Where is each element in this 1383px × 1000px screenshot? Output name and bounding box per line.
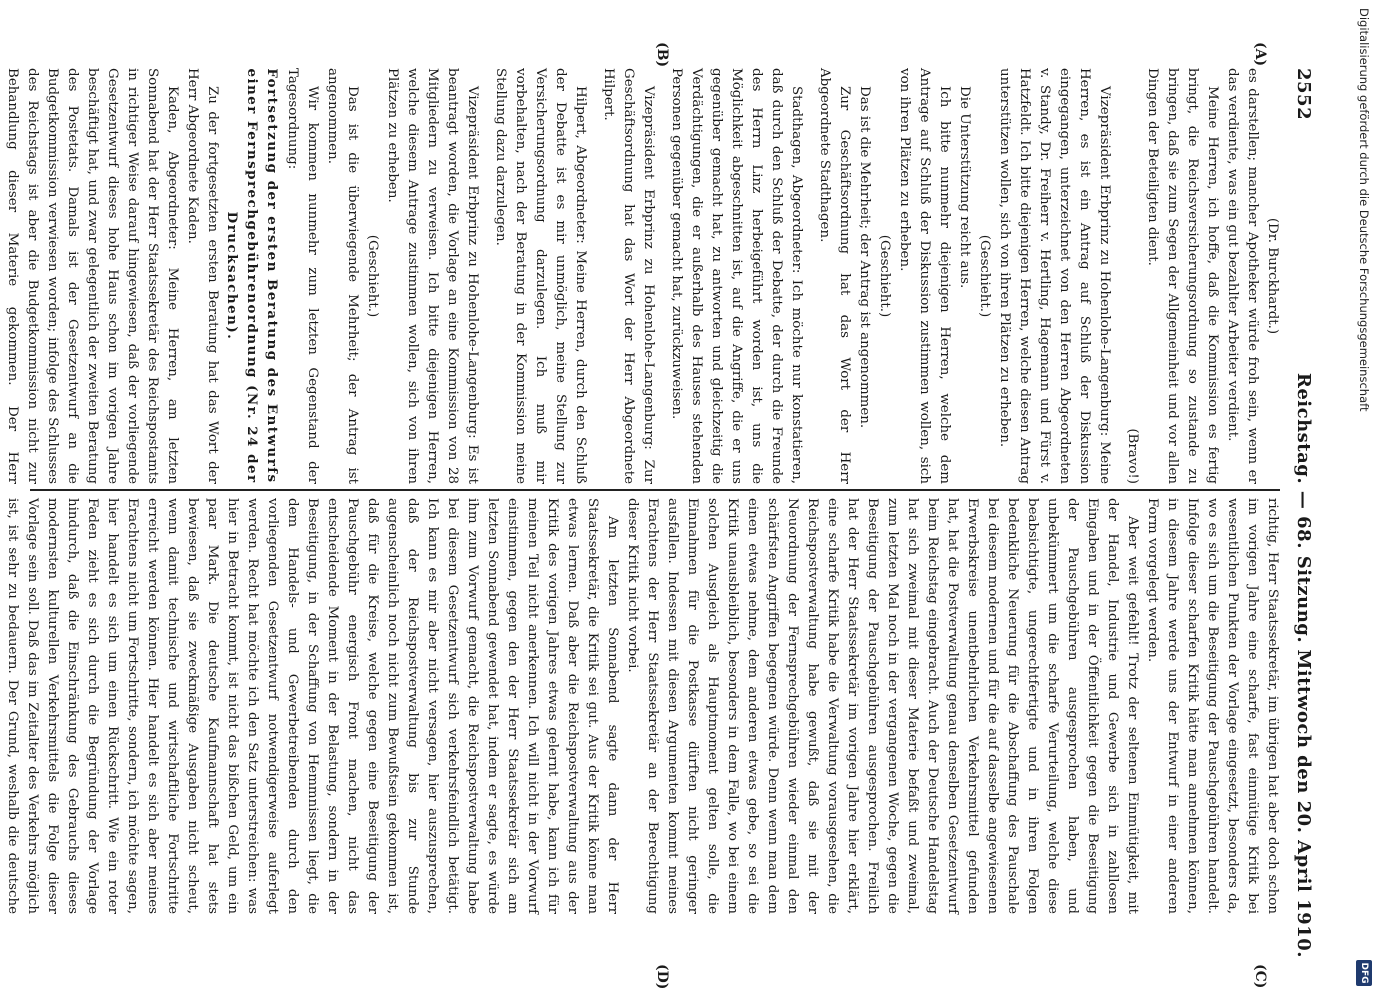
interjection: (Geschieht.): [365, 234, 380, 318]
page-number: 2552: [1293, 68, 1314, 121]
paragraph: Stadthagen, Abgeordneter: Ich möchte nur konstatieren, daß durch den Schluß der Debatte, der durch die Freunde des Herrn Linz herbeigeführt worden ist, uns die Möglichkeit abgeschnitten ist, auf die Angriffe, die er uns gegenüber gemacht hat, zu antworten und gleichzeitig die Verdächtigungen, die er außerhalb des Hauses stehenden Personen gegenüber gemacht hat, zurückzuweisen.: [669, 68, 804, 484]
interjection: (Geschieht.): [877, 234, 892, 318]
running-header: [1280, 58, 1320, 958]
paragraph: Am letzten Sonnabend sagte dann der Herr Staatssekretär, die Kritik sei gut. Aus der Kritik könne man etwas lernen. Daß aber die Reichspostverwaltung aus der Kritik des vorigen Jahres etwas gelernt habe, kann ich für meinen Teil nicht anerkennen. Ich will nicht in der Vorwurf einstimmen, gegen den der Herr Staatssekretär sich am letzten Sonnabend gewendet hat, indem er sagte, es würde ihm zum Vorwurf gemacht, die Reichspostverwaltung habe bei diesem Gesetzentwurf sich verkehrsfeindlich betätigt. Ich kann es mir aber nicht versagen, hier auszusprechen, daß der Reichspostverwaltung bis zur Stunde augenscheinlich noch nicht zum Bewußtsein gekommen ist, daß für die Kreise, welche gegen eine Beseitigung der Pauschgebühr energisch Front machen, nicht das entscheidende Moment in der Belastung, sondern in der Beseitigung, in der Schaffung von Hemmnissen liegt, die dem Handels- und Gewerbetreibenden durch den vorliegenden Gesetzentwurf notwendigerweise auferlegt werden. Recht hat möchte ich den Satz unterstreichen: was hier in Betracht kommt, ist nicht das bißchen Geld, um ein paar Mark. Die deutsche Kaufmannschaft hat stets bewiesen, daß sie zweckmäßige Ausgaben nicht scheut, wenn damit technische und wirtschaftliche Fortschritte erreicht werden können. Hier handelt es sich aber meines Erachtens nicht um Fortschritte, sondern, ich möchte sagen, hier handelt es sich um einen Rückschritt. Wie ein roter Faden zieht es sich durch die Begründung der Vorlage hindurch, daß die Einschränkung des Gebrauchs dieses modernsten kulturellen Verkehrsmittels die Folge dieser Vorlage sein soll. Daß das im Zeitalter des Verkehrs möglich ist, ist sehr zu bedauern. Der Grund, weshalb die deutsche: [5, 498, 620, 914]
dfg-logo: DFG: [1356, 960, 1372, 986]
left-column: [5, 68, 1282, 484]
paragraph: Wir kommen nunmehr zum letzten Gegenstand der Tagesordnung:: [285, 68, 320, 484]
paragraph: Vizepräsident Erbprinz zu Hohenlohe-Langenburg: Zur Geschäftsordnung hat das Wort der Herr Abgeordnete Hilpert.: [601, 68, 656, 484]
paragraph: Zu der fortgesetzten ersten Beratung hat das Wort der Herr Abgeordnete Kaden.: [185, 68, 220, 484]
interjection: (Bravo!): [1125, 428, 1140, 484]
paragraph: Meine Herren, ich hoffe, daß die Kommission es fertig bringt, die Reichsversicherungsordnung so zustande zu bringen, daß sie zum Segen der Allgemeinheit und vor allen Dingen der Beteiligten dient.: [1145, 68, 1220, 484]
paragraph: Zur Geschäftsordnung hat das Wort der Herr Abgeordnete Stadthagen.: [817, 68, 852, 484]
margin-letter-a: (A): [1252, 42, 1268, 67]
paragraph: Das ist die überwiegende Mehrheit; der Antrag ist angenommen.: [325, 68, 360, 484]
paragraph: Die Unterstützung reicht aus.: [957, 86, 972, 289]
margin-letter-c: (C): [1252, 964, 1268, 989]
speaker-reference: (Dr. Burckhardt.): [1265, 217, 1280, 335]
agenda-item: Fortsetzung der ersten Beratung des Entwurfs einer Fernsprechgebührenordnung (Nr. 24 der Drucksachen).: [224, 68, 280, 484]
margin-letter-d: (D): [654, 964, 670, 990]
header-date: Mittwoch den 20. April 1910.: [1293, 649, 1314, 958]
column-divider: [30, 489, 1280, 491]
rotated-print-page: [5, 0, 1330, 1000]
right-column: [5, 498, 1282, 914]
paragraph: Vizepräsident Erbprinz zu Hohenlohe-Langenburg: Es ist beantragt worden, die Vorlage an eine Kommission von 28 Mitgliedern zu verweisen. Ich bitte diejenigen Herren, welche diesem Antrage zustimmen wollen, sich von ihren Plätzen zu erheben.: [385, 68, 480, 484]
interjection: (Geschieht.): [977, 234, 992, 318]
paragraph: Kaden, Abgeordneter: Meine Herren, am letzten Sonnabend hat der Herr Staatssekretär des Reichspostamts in richtiger Weise darauf hingewiesen, daß der vorliegende Gesetzentwurf dieses hohe Haus schon im vorigen Jahre beschäftigt hat, und zwar gelegentlich der zweiten Beratung des Postetats. Damals ist der Gesetzentwurf an die Budgetkommission verwiesen worden; infolge des Schlusses des Reichstags ist aber die Budgetkommission nicht zur Behandlung dieser Materie gekommen. Der Herr: [5, 68, 180, 484]
paragraph: Aber weit gefehlt! Trotz der seltenen Einmütigkeit, mit der Handel, Industrie und Gewerbe sich in zahllosen Eingaben und in der Öffentlichkeit gegen die Beseitigung der Pauschgebühren ausgesprochen haben, und unbekümmert um die scharfe Verurteilung, welche diese beabsichtigte, ungerechtfertigte und in ihren Folgen bedenkliche Neuerung für die Abschaffung des Pauschale bei diesem modernen und für die auf dasselbe angewiesenen Erwerbskreise unentbehrlichen Verkehrsmittel gefunden hat, hat die Postverwaltung genau denselben Gesetzentwurf beim Reichstag eingebracht. Auch der Deutsche Handelstag hat sich zweimal mit dieser Materie befaßt und zweimal, zum letzten Mal noch in der vergangenen Woche, gegen die Beseitigung der Pauschgebühren ausgesprochen. Freilich hat der Herr Staatssekretär im vorigen Jahre hier erklärt, eine scharfe Kritik habe die Verwaltung vorausgesehen, die Reichspostverwaltung habe gewußt, daß sie mit der Neuordnung der Fernsprechgebühren wieder einmal den schärfsten Angriffen begegnen würde. Denn wenn man dem einen etwas nehme, dem anderen etwas gebe, so sei die Kritik unausbleiblich, besonders in dem Falle, wo bei einem solchen Ausgleich als Hauptmoment gelten solle, die Einnahmen für die Postkasse dürften nicht geringer ausfallen. Indessen mit diesen Argumenten kommt meines Erachtens der Herr Staatssekretär an der Berechtigung dieser Kritik nicht vorbei.: [625, 498, 1140, 914]
margin-letter-b: (B): [654, 42, 670, 68]
paragraph: Hilpert, Abgeordneter: Meine Herren, durch den Schluß der Debatte ist es mir unmöglich, meine Stellung zur Versicherungsordnung darzulegen. Ich muß mir vorbehalten, nach der Beratung in der Kommission meine Stellung dazu darzulegen.: [493, 68, 588, 484]
funding-note: Digitalisierung gefördert durch die Deutsche Forschungsgemeinschaft: [1357, 8, 1371, 412]
paragraph: Ich bitte nunmehr diejenigen Herren, welche dem Antrage auf Schluß der Diskussion zustimmen wollen, sich von ihren Plätzen zu erheben.: [897, 68, 952, 484]
paragraph: richtig, Herr Staatssekretär, im übrigen hat aber doch schon im vorigen Jahre eine scharfe, fast einmütige Kritik bei wesentlichen Punkten der Vorlage eingesetzt, besonders da, wo es sich um die Beseitigung der Pauschgebühren handelt. Infolge dieser scharfen Kritik hätte man annehmen können, in diesem Jahre werde uns der Entwurf in einer anderen Form vorgelegt werden.: [1145, 498, 1280, 914]
digitization-footer: [1348, 0, 1383, 1000]
paragraph: Vizepräsident Erbprinz zu Hohenlohe-Langenburg: Meine Herren, es ist ein Antrag auf Schluß der Diskussion eingegangen, unterzeichnet von den Herren Abgeordneten v. Standy, Dr. Freiherr v. Hertling, Hagemann und Fürst v. Hatzfeldt. Ich bitte diejenigen Herren, welche diesen Antrag unterstützen wollen, sich von ihren Plätzen zu erheben.: [997, 68, 1112, 484]
header-title: Reichstag. — 68. Sitzung.: [1293, 372, 1314, 644]
paragraph: es darstellen; mancher Apotheker würde froh sein, wenn er das verdiente, was ein gut bezahlter Arbeiter verdient.: [1225, 68, 1260, 484]
paragraph: Das ist die Mehrheit; der Antrag ist angenommen.: [857, 86, 872, 429]
